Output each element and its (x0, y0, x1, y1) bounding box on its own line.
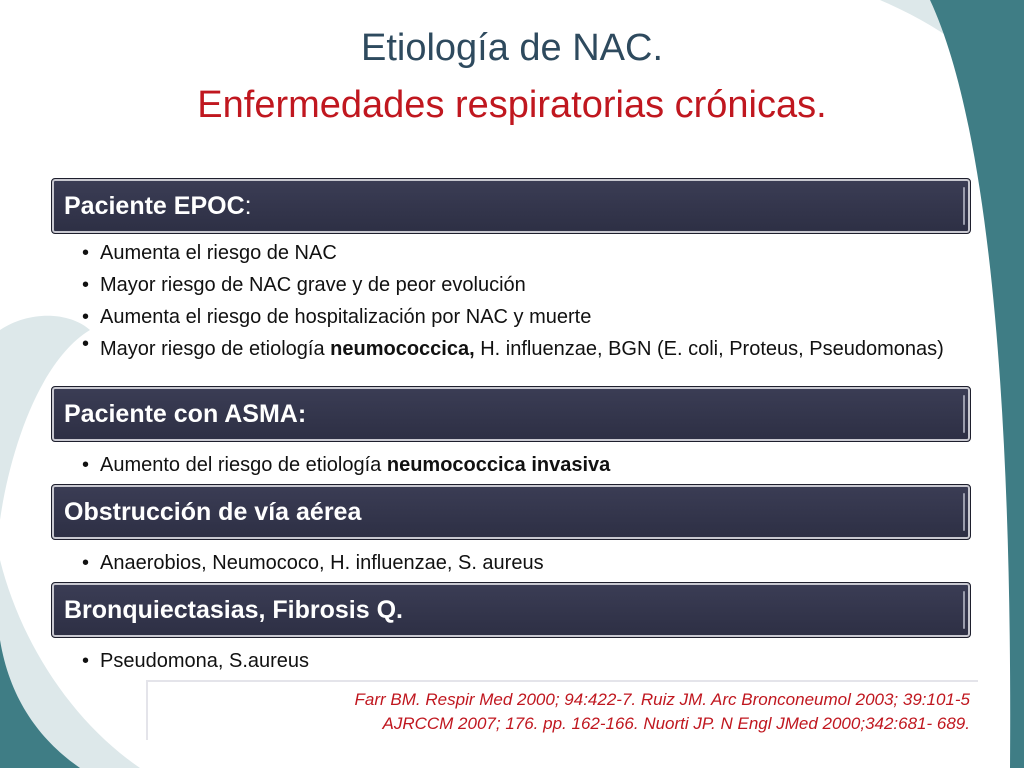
reference-line: Farr BM. Respir Med 2000; 94:422-7. Ruiz JM. Arc Bronconeumol 2003; 39:101-5 (354, 690, 970, 709)
bullet-text: H. influenzae, BGN (E. coli, Proteus, Pseudomonas) (474, 338, 944, 360)
slide-subtitle: Enfermedades respiratorias crónicas. (197, 84, 827, 126)
section-header-obstruccion (51, 484, 971, 540)
section-header-asma (51, 386, 971, 442)
section-header-label: Paciente EPOC (64, 191, 245, 220)
list-item (78, 449, 968, 481)
bullet-text: Mayor riesgo de etiología (100, 338, 331, 360)
section-header-epoc (51, 178, 971, 234)
section-header-label: Paciente con ASMA: (64, 399, 307, 428)
list-item: • Pseudomona, S.aureus (78, 645, 968, 677)
list-item: • Aumenta el riesgo de NAC (78, 237, 968, 269)
list-item (78, 333, 968, 364)
bullet-list-epoc (78, 237, 968, 364)
section-header-label: Bronquiectasias, Fibrosis Q. (64, 595, 403, 624)
bullet-list-bronquiectasias (78, 645, 968, 677)
section-header-colon: : (244, 191, 252, 220)
section-header-bronquiectasias (51, 582, 971, 638)
reference-line: AJRCCM 2007; 176. pp. 162-166. Nuorti JP. N Engl JMed 2000;342:681- 689. (382, 714, 970, 733)
bullet-list-asma (78, 449, 968, 481)
list-item: • Anaerobios, Neumococo, H. influenzae, S. aureus (78, 547, 968, 579)
list-item: • Aumenta el riesgo de hospitalización por NAC y muerte (78, 301, 968, 333)
section-header-label: Obstrucción de vía aérea (64, 497, 362, 526)
bullet-list-obstruccion (78, 547, 968, 579)
bullet-bold-text: neumococcica, (330, 338, 475, 360)
bullet-text: Aumento del riesgo de etiología (100, 454, 387, 476)
slide-title: Etiología de NAC. (360, 27, 664, 69)
list-item: • Mayor riesgo de NAC grave y de peor evolución (78, 269, 968, 301)
bullet-bold-text: neumococcica invasiva (386, 454, 611, 476)
